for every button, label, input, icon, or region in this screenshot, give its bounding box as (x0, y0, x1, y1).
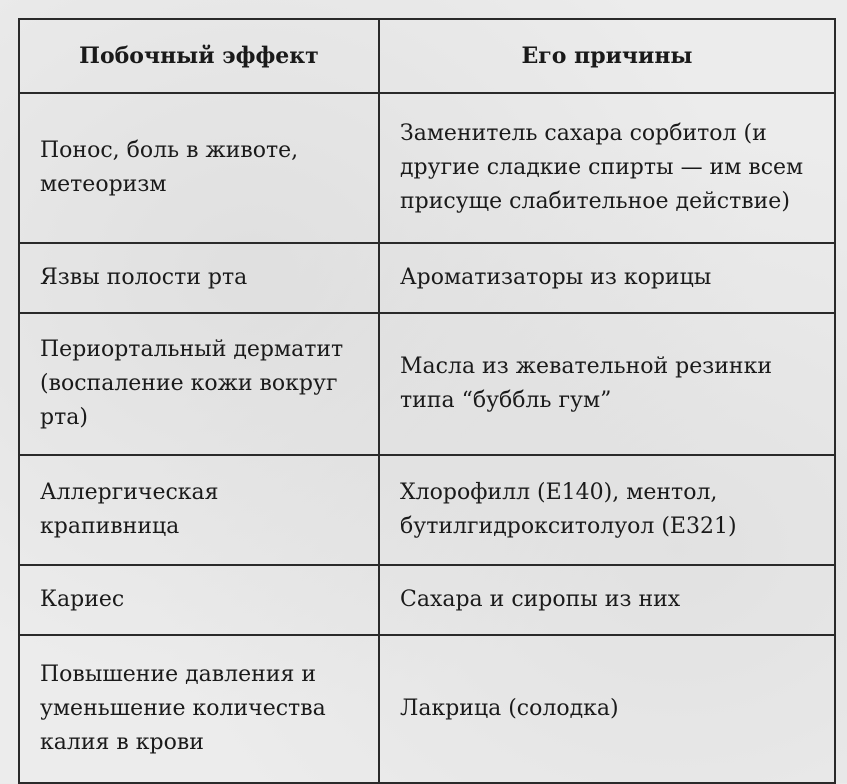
cause-text: Лакрица (солодка) (400, 696, 619, 721)
effect-text: Повышение давления и уменьшение количества калия в крови (40, 662, 326, 755)
effect-cell (19, 455, 379, 565)
table-row (19, 243, 835, 313)
cause-cell (379, 243, 835, 313)
side-effects-table (18, 18, 836, 784)
table-header-row (19, 19, 835, 93)
effect-cell (19, 565, 379, 635)
effect-cell (19, 635, 379, 783)
cause-cell (379, 565, 835, 635)
cause-cell (379, 455, 835, 565)
effect-text: Понос, боль в животе, метеоризм (40, 138, 299, 197)
table-row (19, 565, 835, 635)
table-row (19, 635, 835, 783)
cause-text: Масла из жевательной резинки типа “буббль гум” (400, 354, 773, 413)
effect-text: Аллергическая крапивница (40, 480, 219, 539)
effect-text: Язвы полости рта (40, 265, 248, 290)
effect-text: Кариес (40, 587, 125, 612)
cause-text: Сахара и сиропы из них (400, 587, 681, 612)
header-causes: Его причины (379, 19, 835, 93)
table-row (19, 455, 835, 565)
effect-cell (19, 243, 379, 313)
table-row (19, 313, 835, 455)
effect-text: Периортальный дерматит (воспаление кожи вокруг рта) (40, 337, 344, 430)
effect-cell (19, 313, 379, 455)
table-row (19, 93, 835, 243)
cause-cell (379, 635, 835, 783)
cause-cell (379, 313, 835, 455)
header-side-effect: Побочный эффект (19, 19, 379, 93)
cause-text: Заменитель сахара сорбитол (и другие сладкие спирты — им всем присуще слабительное действие) (400, 121, 804, 214)
cause-cell (379, 93, 835, 243)
effect-cell (19, 93, 379, 243)
cause-text: Хлорофилл (Е140), ментол, бутилгидрокситолуол (Е321) (400, 480, 737, 539)
cause-text: Ароматизаторы из корицы (400, 265, 712, 290)
